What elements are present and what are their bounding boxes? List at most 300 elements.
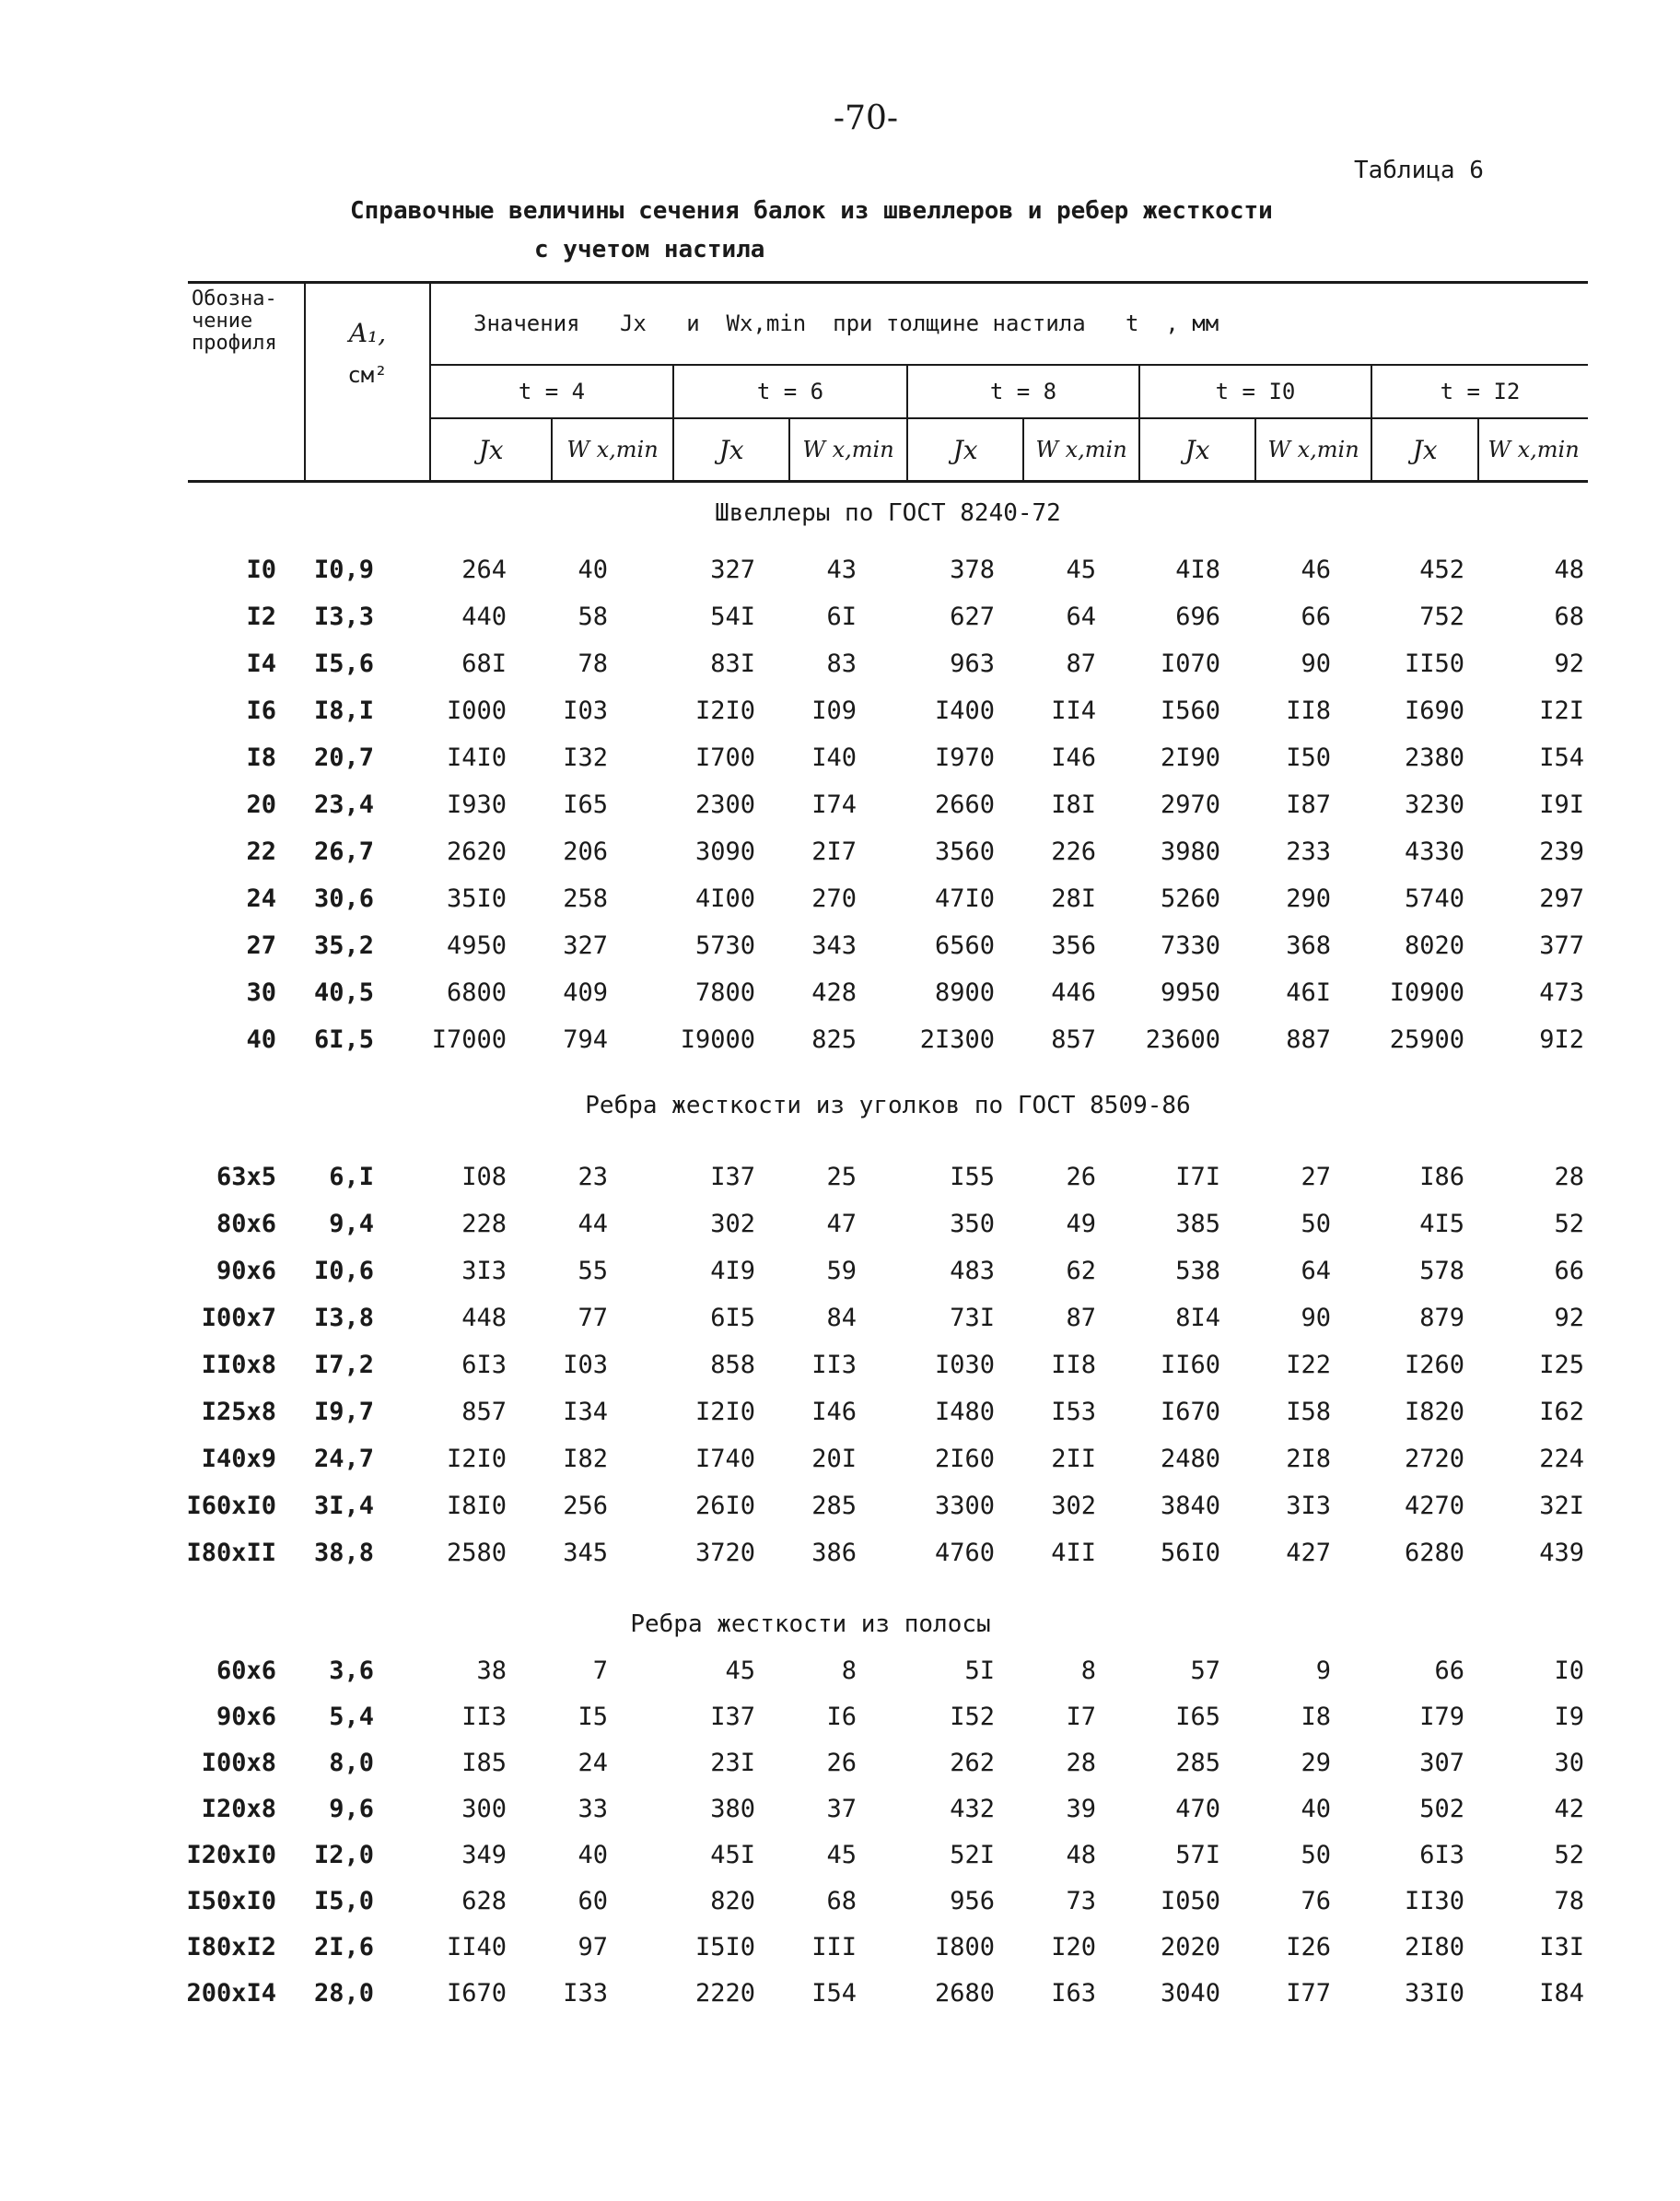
cell-jx-t4: 628 — [461, 1887, 507, 1915]
cell-area: 6I,5 — [313, 1025, 374, 1054]
cell-wx-t6: 43 — [826, 556, 857, 584]
cell-wx-t8: 302 — [1051, 1492, 1096, 1520]
cell-wx-t6: I54 — [811, 1979, 857, 2008]
header-jx-t4: Jx — [478, 434, 504, 465]
cell-wx-t12: 48 — [1554, 556, 1584, 584]
table-label: Таблица 6 — [1354, 157, 1484, 184]
table-row — [0, 1345, 1680, 1386]
cell-jx-t4: 6800 — [446, 978, 507, 1007]
cell-jx-t10: 385 — [1175, 1210, 1220, 1238]
cell-wx-t4: I34 — [563, 1398, 608, 1426]
cell-jx-t4: II3 — [461, 1703, 507, 1731]
cell-designation: 80x6 — [216, 1210, 276, 1238]
cell-wx-t12: 239 — [1539, 837, 1584, 866]
cell-jx-t12: 6I3 — [1419, 1841, 1464, 1869]
cell-wx-t4: 794 — [563, 1025, 608, 1054]
cell-jx-t4: 857 — [461, 1398, 507, 1426]
cell-wx-t8: I53 — [1051, 1398, 1096, 1426]
cell-wx-t4: 327 — [563, 931, 608, 960]
table-row — [0, 832, 1680, 872]
cell-area: 24,7 — [313, 1445, 374, 1473]
table-row — [0, 1881, 1680, 1922]
cell-jx-t6: 6I5 — [710, 1304, 755, 1332]
cell-jx-t6: 83I — [710, 650, 755, 678]
page-number: -70- — [833, 100, 899, 137]
cell-jx-t6: 327 — [710, 556, 755, 584]
cell-jx-t12: I0900 — [1389, 978, 1464, 1007]
cell-jx-t6: 45 — [725, 1657, 755, 1685]
cell-area: I3,3 — [313, 603, 374, 631]
cell-wx-t8: 73 — [1066, 1887, 1096, 1915]
cell-wx-t8: 446 — [1051, 978, 1096, 1007]
cell-wx-t12: I84 — [1539, 1979, 1584, 2008]
cell-wx-t10: 46I — [1286, 978, 1331, 1007]
cell-wx-t10: I26 — [1286, 1933, 1331, 1961]
cell-jx-t12: II50 — [1404, 650, 1464, 678]
cell-area: 6,I — [329, 1163, 374, 1191]
cell-wx-t12: 28 — [1554, 1163, 1584, 1191]
cell-jx-t10: 23600 — [1145, 1025, 1220, 1054]
table-row — [0, 1439, 1680, 1480]
cell-jx-t6: 5730 — [694, 931, 755, 960]
cell-wx-t6: 6I — [826, 603, 857, 631]
cell-wx-t10: 29 — [1301, 1749, 1331, 1777]
cell-jx-t8: 378 — [950, 556, 995, 584]
cell-jx-t6: 2300 — [694, 790, 755, 819]
cell-wx-t12: 32I — [1539, 1492, 1584, 1520]
cell-jx-t10: 285 — [1175, 1749, 1220, 1777]
cell-wx-t4: 58 — [578, 603, 608, 631]
cell-wx-t6: 825 — [811, 1025, 857, 1054]
table-row — [0, 550, 1680, 591]
cell-wx-t8: I46 — [1051, 743, 1096, 772]
cell-jx-t8: 956 — [950, 1887, 995, 1915]
cell-wx-t10: 66 — [1301, 603, 1331, 631]
cell-wx-t8: 356 — [1051, 931, 1096, 960]
cell-jx-t6: 4I9 — [710, 1257, 755, 1285]
cell-wx-t8: 39 — [1066, 1795, 1096, 1823]
cell-wx-t4: 345 — [563, 1539, 608, 1567]
cell-jx-t6: 7800 — [694, 978, 755, 1007]
cell-area: 35,2 — [313, 931, 374, 960]
cell-area: 40,5 — [313, 978, 374, 1007]
cell-wx-t10: 233 — [1286, 837, 1331, 866]
cell-jx-t6: I700 — [694, 743, 755, 772]
cell-wx-t6: I74 — [811, 790, 857, 819]
cell-designation: 90x6 — [216, 1257, 276, 1285]
cell-jx-t12: 33I0 — [1404, 1979, 1464, 2008]
cell-wx-t4: 78 — [578, 650, 608, 678]
cell-wx-t12: 9I2 — [1539, 1025, 1584, 1054]
cell-area: I8,I — [313, 697, 374, 725]
cell-jx-t4: I930 — [446, 790, 507, 819]
table-row — [0, 785, 1680, 825]
cell-jx-t8: 47I0 — [934, 884, 995, 913]
header-wx-t12: W x,min — [1488, 437, 1580, 462]
cell-jx-t10: 2020 — [1160, 1933, 1220, 1961]
header-values-caption: Значения Jx и Wx,min при толщине настила t , мм — [473, 310, 1219, 336]
cell-area: 28,0 — [313, 1979, 374, 2008]
cell-jx-t12: 25900 — [1389, 1025, 1464, 1054]
cell-wx-t4: 258 — [563, 884, 608, 913]
cell-area: 38,8 — [313, 1539, 374, 1567]
cell-wx-t4: 60 — [578, 1887, 608, 1915]
cell-designation: I25x8 — [201, 1398, 276, 1426]
cell-wx-t10: I58 — [1286, 1398, 1331, 1426]
cell-wx-t10: II8 — [1286, 697, 1331, 725]
cell-wx-t4: I32 — [563, 743, 608, 772]
cell-jx-t8: I030 — [934, 1351, 995, 1379]
cell-wx-t12: 52 — [1554, 1210, 1584, 1238]
cell-wx-t8: 8 — [1080, 1657, 1096, 1685]
cell-jx-t10: 4I8 — [1175, 556, 1220, 584]
cell-jx-t12: I820 — [1404, 1398, 1464, 1426]
cell-jx-t12: I690 — [1404, 697, 1464, 725]
header-jx-t10: Jx — [1184, 434, 1210, 465]
cell-jx-t12: 4270 — [1404, 1492, 1464, 1520]
cell-wx-t4: 97 — [578, 1933, 608, 1961]
cell-jx-t8: I400 — [934, 697, 995, 725]
cell-jx-t8: I52 — [950, 1703, 995, 1731]
cell-jx-t10: II60 — [1160, 1351, 1220, 1379]
cell-wx-t8: 62 — [1066, 1257, 1096, 1285]
cell-wx-t8: 49 — [1066, 1210, 1096, 1238]
cell-wx-t6: III — [811, 1933, 857, 1961]
cell-wx-t12: 52 — [1554, 1841, 1584, 1869]
cell-wx-t12: 473 — [1539, 978, 1584, 1007]
cell-area: I5,0 — [313, 1887, 374, 1915]
cell-jx-t8: 6560 — [934, 931, 995, 960]
cell-jx-t12: 502 — [1419, 1795, 1464, 1823]
cell-wx-t8: 64 — [1066, 603, 1096, 631]
table-row — [0, 1533, 1680, 1574]
cell-wx-t6: 59 — [826, 1257, 857, 1285]
table-title-line2: с учетом настила — [534, 236, 765, 263]
cell-jx-t4: 3I3 — [461, 1257, 507, 1285]
cell-jx-t10: 696 — [1175, 603, 1220, 631]
cell-wx-t4: 7 — [592, 1657, 608, 1685]
cell-jx-t8: 5I — [964, 1657, 995, 1685]
table-row — [0, 597, 1680, 638]
cell-wx-t6: 343 — [811, 931, 857, 960]
cell-jx-t12: 5740 — [1404, 884, 1464, 913]
cell-area: 9,6 — [329, 1795, 374, 1823]
cell-wx-t10: 46 — [1301, 556, 1331, 584]
cell-wx-t10: 40 — [1301, 1795, 1331, 1823]
cell-designation: I80xII — [186, 1539, 276, 1567]
cell-jx-t8: 3560 — [934, 837, 995, 866]
cell-wx-t12: I9 — [1554, 1703, 1584, 1731]
cell-designation: I8 — [246, 743, 276, 772]
cell-jx-t4: II40 — [446, 1933, 507, 1961]
cell-designation: 200xI4 — [186, 1979, 276, 2008]
cell-wx-t12: 78 — [1554, 1887, 1584, 1915]
cell-wx-t6: 428 — [811, 978, 857, 1007]
cell-wx-t12: I54 — [1539, 743, 1584, 772]
cell-wx-t6: I09 — [811, 697, 857, 725]
cell-wx-t6: 83 — [826, 650, 857, 678]
table-row — [0, 926, 1680, 966]
cell-designation: I6 — [246, 697, 276, 725]
cell-jx-t6: 26I0 — [694, 1492, 755, 1520]
cell-wx-t4: 409 — [563, 978, 608, 1007]
cell-jx-t10: 470 — [1175, 1795, 1220, 1823]
cell-wx-t6: I40 — [811, 743, 857, 772]
cell-wx-t4: I65 — [563, 790, 608, 819]
cell-wx-t4: I03 — [563, 697, 608, 725]
section-title-strips: Ребра жесткости из полосы — [630, 1610, 991, 1638]
cell-wx-t12: I0 — [1554, 1657, 1584, 1685]
cell-jx-t10: I7I — [1175, 1163, 1220, 1191]
cell-wx-t8: 2II — [1051, 1445, 1096, 1473]
cell-jx-t8: I970 — [934, 743, 995, 772]
cell-jx-t4: 448 — [461, 1304, 507, 1332]
cell-wx-t8: 28I — [1051, 884, 1096, 913]
cell-jx-t4: 68I — [461, 650, 507, 678]
cell-jx-t12: 307 — [1419, 1749, 1464, 1777]
cell-wx-t12: 377 — [1539, 931, 1584, 960]
cell-wx-t8: 48 — [1066, 1841, 1096, 1869]
cell-jx-t10: 57 — [1190, 1657, 1220, 1685]
table-row — [0, 973, 1680, 1013]
cell-jx-t8: I55 — [950, 1163, 995, 1191]
cell-wx-t12: I2I — [1539, 697, 1584, 725]
cell-area: I0,6 — [313, 1257, 374, 1285]
header-wx-t6: W x,min — [802, 437, 894, 462]
cell-wx-t10: 3I3 — [1286, 1492, 1331, 1520]
cell-wx-t4: 23 — [578, 1163, 608, 1191]
cell-jx-t8: 432 — [950, 1795, 995, 1823]
cell-wx-t12: 439 — [1539, 1539, 1584, 1567]
cell-wx-t6: 25 — [826, 1163, 857, 1191]
cell-wx-t6: I6 — [826, 1703, 857, 1731]
cell-wx-t12: I62 — [1539, 1398, 1584, 1426]
cell-wx-t12: 42 — [1554, 1795, 1584, 1823]
cell-jx-t8: 963 — [950, 650, 995, 678]
cell-designation: 22 — [246, 837, 276, 866]
table-title — [350, 192, 1308, 269]
cell-designation: I20xI0 — [186, 1841, 276, 1869]
header-thickness-4: t = 4 — [518, 379, 586, 404]
cell-wx-t6: 26 — [826, 1749, 857, 1777]
cell-wx-t6: 270 — [811, 884, 857, 913]
cell-wx-t8: I8I — [1051, 790, 1096, 819]
cell-wx-t10: I77 — [1286, 1979, 1331, 2008]
cell-wx-t6: II3 — [811, 1351, 857, 1379]
header-thickness-6: t = 6 — [756, 379, 824, 404]
header-area-symbol: A₁, — [348, 317, 387, 348]
cell-designation: I2 — [246, 603, 276, 631]
cell-area: I0,9 — [313, 556, 374, 584]
cell-jx-t8: 2I300 — [919, 1025, 995, 1054]
cell-jx-t12: II30 — [1404, 1887, 1464, 1915]
table-row — [0, 1020, 1680, 1060]
cell-wx-t8: 226 — [1051, 837, 1096, 866]
cell-jx-t4: 440 — [461, 603, 507, 631]
cell-jx-t10: 538 — [1175, 1257, 1220, 1285]
cell-wx-t6: 285 — [811, 1492, 857, 1520]
cell-wx-t6: 84 — [826, 1304, 857, 1332]
cell-jx-t12: 4330 — [1404, 837, 1464, 866]
cell-wx-t8: 45 — [1066, 556, 1096, 584]
cell-designation: 63x5 — [216, 1163, 276, 1191]
cell-wx-t10: 427 — [1286, 1539, 1331, 1567]
cell-jx-t12: I260 — [1404, 1351, 1464, 1379]
cell-area: 5,4 — [329, 1703, 374, 1731]
cell-wx-t8: I63 — [1051, 1979, 1096, 2008]
cell-jx-t6: 3720 — [694, 1539, 755, 1567]
cell-jx-t8: 3300 — [934, 1492, 995, 1520]
cell-wx-t8: 4II — [1051, 1539, 1096, 1567]
cell-jx-t10: I670 — [1160, 1398, 1220, 1426]
header-thickness-12: t = I2 — [1440, 379, 1521, 404]
cell-wx-t6: 45 — [826, 1841, 857, 1869]
cell-wx-t8: 857 — [1051, 1025, 1096, 1054]
cell-jx-t6: I5I0 — [694, 1933, 755, 1961]
cell-wx-t10: 27 — [1301, 1163, 1331, 1191]
cell-wx-t10: 2I8 — [1286, 1445, 1331, 1473]
cell-jx-t10: I560 — [1160, 697, 1220, 725]
cell-jx-t8: 2660 — [934, 790, 995, 819]
cell-designation: II0x8 — [201, 1351, 276, 1379]
cell-designation: 27 — [246, 931, 276, 960]
section-title-angles: Ребра жесткости из уголков по ГОСТ 8509-86 — [585, 1092, 1191, 1119]
table-row — [0, 1251, 1680, 1292]
cell-area: 3,6 — [329, 1657, 374, 1685]
table-row — [0, 1743, 1680, 1784]
cell-jx-t4: I4I0 — [446, 743, 507, 772]
cell-wx-t10: 50 — [1301, 1210, 1331, 1238]
header-wx-t4: W x,min — [566, 437, 659, 462]
cell-wx-t8: I20 — [1051, 1933, 1096, 1961]
cell-jx-t12: 8020 — [1404, 931, 1464, 960]
cell-wx-t10: 368 — [1286, 931, 1331, 960]
section-title-channels: Швеллеры по ГОСТ 8240-72 — [715, 499, 1061, 527]
cell-jx-t8: 52I — [950, 1841, 995, 1869]
table-row — [0, 1298, 1680, 1339]
header-designation: Обозна- чение профиля — [192, 287, 277, 355]
cell-wx-t10: 887 — [1286, 1025, 1331, 1054]
cell-wx-t8: 28 — [1066, 1749, 1096, 1777]
cell-jx-t8: 627 — [950, 603, 995, 631]
cell-wx-t12: I9I — [1539, 790, 1584, 819]
cell-jx-t4: 2620 — [446, 837, 507, 866]
cell-area: I5,6 — [313, 650, 374, 678]
cell-area: 26,7 — [313, 837, 374, 866]
cell-jx-t4: I08 — [461, 1163, 507, 1191]
cell-designation: I4 — [246, 650, 276, 678]
cell-wx-t6: 386 — [811, 1539, 857, 1567]
cell-wx-t8: 87 — [1066, 650, 1096, 678]
cell-jx-t4: I8I0 — [446, 1492, 507, 1520]
cell-wx-t4: I82 — [563, 1445, 608, 1473]
cell-area: 3I,4 — [313, 1492, 374, 1520]
table-row — [0, 1392, 1680, 1433]
cell-jx-t10: 57I — [1175, 1841, 1220, 1869]
cell-jx-t4: 2580 — [446, 1539, 507, 1567]
cell-jx-t10: I65 — [1175, 1703, 1220, 1731]
cell-designation: I00x7 — [201, 1304, 276, 1332]
cell-wx-t12: 66 — [1554, 1257, 1584, 1285]
cell-wx-t10: 9 — [1315, 1657, 1331, 1685]
cell-wx-t6: I46 — [811, 1398, 857, 1426]
cell-wx-t8: 87 — [1066, 1304, 1096, 1332]
table-row — [0, 1697, 1680, 1738]
cell-jx-t4: 349 — [461, 1841, 507, 1869]
cell-wx-t4: 44 — [578, 1210, 608, 1238]
cell-wx-t10: 90 — [1301, 1304, 1331, 1332]
cell-wx-t10: I22 — [1286, 1351, 1331, 1379]
header-wx-t10: W x,min — [1267, 437, 1359, 462]
cell-jx-t6: I2I0 — [694, 1398, 755, 1426]
cell-designation: I0 — [246, 556, 276, 584]
header-jx-t6: Jx — [718, 434, 744, 465]
cell-jx-t6: I37 — [710, 1163, 755, 1191]
cell-jx-t8: 4760 — [934, 1539, 995, 1567]
cell-jx-t12: 452 — [1419, 556, 1464, 584]
cell-wx-t12: 92 — [1554, 650, 1584, 678]
cell-wx-t6: 68 — [826, 1887, 857, 1915]
cell-jx-t4: 6I3 — [461, 1351, 507, 1379]
table-row — [0, 1486, 1680, 1527]
cell-wx-t10: I87 — [1286, 790, 1331, 819]
cell-wx-t10: 50 — [1301, 1841, 1331, 1869]
cell-jx-t4: 35I0 — [446, 884, 507, 913]
cell-jx-t6: 380 — [710, 1795, 755, 1823]
cell-wx-t4: 40 — [578, 556, 608, 584]
cell-area: 20,7 — [313, 743, 374, 772]
cell-wx-t10: I8 — [1301, 1703, 1331, 1731]
cell-jx-t10: I070 — [1160, 650, 1220, 678]
cell-jx-t10: 3840 — [1160, 1492, 1220, 1520]
cell-jx-t8: 483 — [950, 1257, 995, 1285]
cell-jx-t6: 54I — [710, 603, 755, 631]
cell-wx-t4: 24 — [578, 1749, 608, 1777]
cell-wx-t8: I7 — [1066, 1703, 1096, 1731]
cell-area: 23,4 — [313, 790, 374, 819]
table-row — [0, 1204, 1680, 1245]
cell-wx-t8: II8 — [1051, 1351, 1096, 1379]
cell-jx-t8: I800 — [934, 1933, 995, 1961]
cell-designation: I00x8 — [201, 1749, 276, 1777]
table-row — [0, 1835, 1680, 1876]
cell-jx-t4: 4950 — [446, 931, 507, 960]
cell-wx-t6: 47 — [826, 1210, 857, 1238]
cell-wx-t12: 297 — [1539, 884, 1584, 913]
cell-jx-t4: 300 — [461, 1795, 507, 1823]
cell-jx-t12: 3230 — [1404, 790, 1464, 819]
table-row — [0, 1157, 1680, 1198]
cell-jx-t6: I2I0 — [694, 697, 755, 725]
cell-jx-t8: 73I — [950, 1304, 995, 1332]
cell-jx-t12: 578 — [1419, 1257, 1464, 1285]
cell-jx-t4: I7000 — [431, 1025, 507, 1054]
cell-wx-t12: I25 — [1539, 1351, 1584, 1379]
cell-jx-t4: 38 — [476, 1657, 507, 1685]
cell-jx-t10: 5260 — [1160, 884, 1220, 913]
table-row — [0, 1927, 1680, 1968]
cell-wx-t6: 2I7 — [811, 837, 857, 866]
cell-jx-t10: 9950 — [1160, 978, 1220, 1007]
header-jx-t12: Jx — [1412, 434, 1438, 465]
cell-jx-t4: 264 — [461, 556, 507, 584]
cell-designation: 60x6 — [216, 1657, 276, 1685]
cell-wx-t4: 77 — [578, 1304, 608, 1332]
cell-jx-t6: 2220 — [694, 1979, 755, 2008]
cell-wx-t4: 40 — [578, 1841, 608, 1869]
cell-jx-t12: 879 — [1419, 1304, 1464, 1332]
cell-jx-t8: 262 — [950, 1749, 995, 1777]
